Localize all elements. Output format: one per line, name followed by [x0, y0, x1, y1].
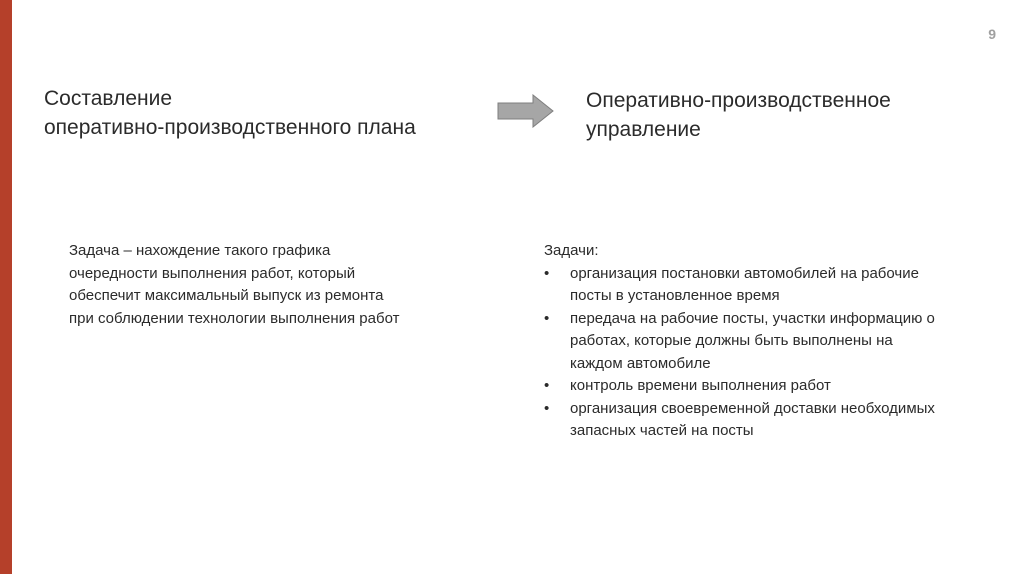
tasks-list [544, 263, 1014, 443]
list-item [544, 398, 1014, 443]
list-item-line: запасных частей на посты [570, 422, 754, 439]
right-arrow-icon [497, 94, 555, 128]
tasks-list-block [544, 240, 1014, 443]
heading-plan-line1: Составление [44, 87, 173, 110]
page-number: 9 [988, 26, 996, 42]
list-item-line: посты в установленное время [570, 287, 780, 304]
list-item-line: передача на рабочие посты, участки информацию о [570, 309, 935, 327]
list-item [544, 375, 1014, 398]
heading-plan [44, 84, 484, 142]
task-line: обеспечит максимальный выпуск из ремонта [69, 287, 384, 304]
task-line: очередности выполнения работ, который [69, 264, 356, 282]
tasks-title: Задачи: [544, 242, 599, 259]
heading-management [586, 86, 1006, 144]
bullet-icon: • [544, 399, 550, 417]
list-item [544, 263, 1014, 308]
heading-plan-line2: оперативно-производственного плана [44, 116, 416, 139]
list-item-line: организация постановки автомобилей на рабочие [570, 264, 919, 282]
task-line: Задача – нахождение такого графика [69, 242, 331, 259]
list-item-line: каждом автомобиле [570, 354, 711, 372]
list-item-line: работах, которые должны быть выполнены на [570, 332, 893, 349]
slide-accent-bar [0, 0, 12, 574]
task-line: при соблюдении технологии выполнения работ [69, 309, 400, 327]
heading-management-line2: управление [586, 118, 701, 141]
bullet-icon: • [544, 264, 550, 282]
list-item [544, 308, 1014, 376]
list-item-line: контроль времени выполнения работ [570, 377, 831, 394]
heading-management-line1: Оперативно-производственное [586, 89, 891, 112]
bullet-icon: • [544, 377, 550, 394]
task-description [69, 240, 489, 330]
list-item-line: организация своевременной доставки необходимых [570, 399, 935, 417]
bullet-icon: • [544, 309, 550, 327]
